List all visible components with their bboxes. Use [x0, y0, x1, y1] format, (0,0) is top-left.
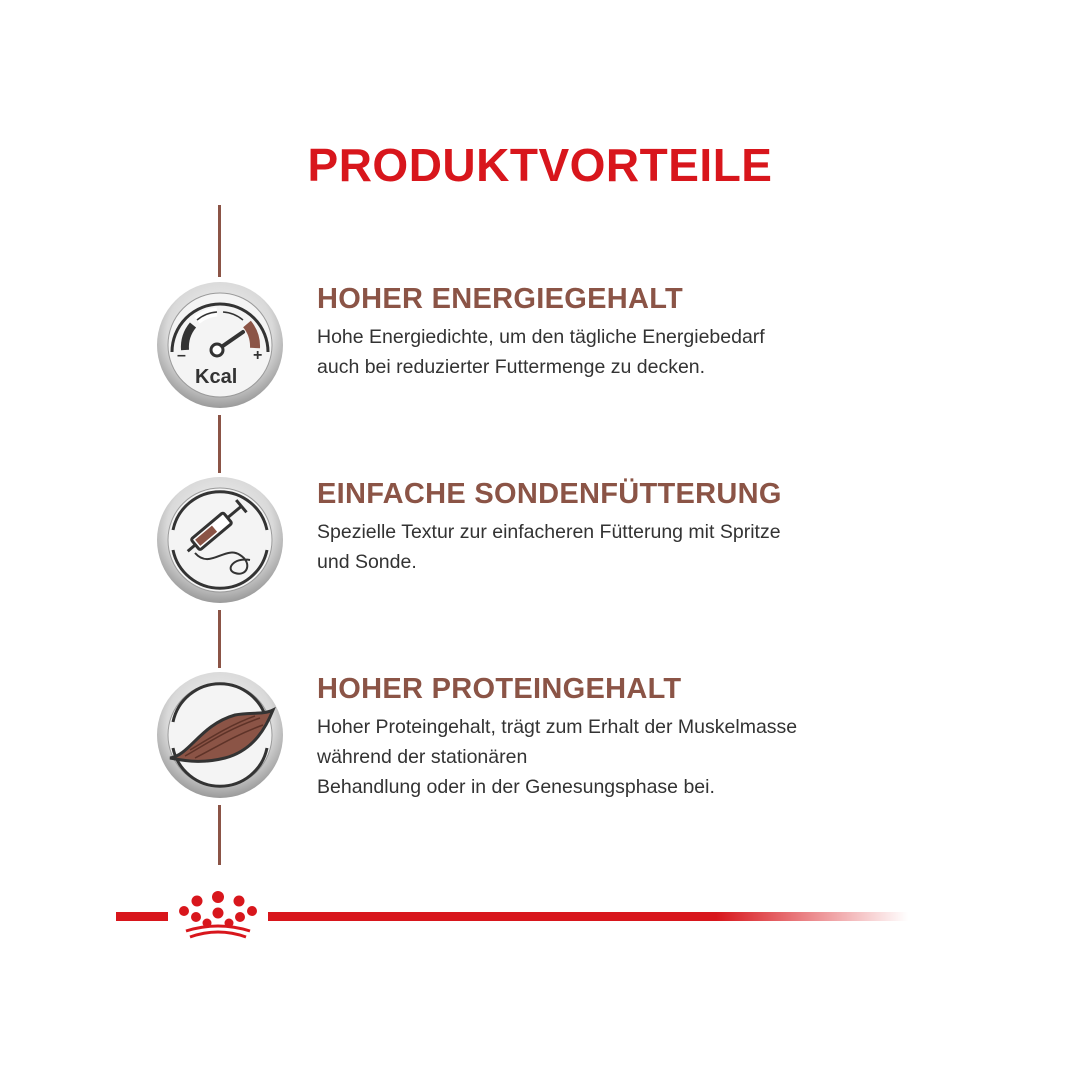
benefit-text: Hohe Energiedichte, um den tägliche Energiebedarf auch bei reduzierter Futtermenge zu decken.: [317, 326, 765, 378]
timeline-segment: [218, 805, 221, 865]
benefit-heading: EINFACHE SONDENFÜTTERUNG: [317, 478, 782, 510]
footer-line-left: [116, 912, 168, 921]
page-title: PRODUKTVORTEILE: [307, 139, 773, 191]
benefit-heading: HOHER ENERGIEGEHALT: [317, 283, 684, 315]
timeline-segment: [218, 205, 221, 277]
timeline-segment: [218, 610, 221, 668]
timeline-segment: [218, 415, 221, 473]
benefit-energy: [317, 283, 957, 382]
kcal-gauge-icon: [155, 280, 285, 410]
benefit-tube-feeding: [317, 478, 957, 577]
benefit-text: Hoher Proteingehalt, trägt zum Erhalt der Muskelmasse während der stationären Behandlung oder in der Genesungsphase bei.: [317, 716, 798, 798]
muscle-icon: [155, 670, 285, 800]
kcal-label: Kcal: [195, 366, 238, 388]
plus-label: +: [253, 347, 263, 364]
royal-canin-crown-logo: [172, 891, 264, 943]
syringe-tube-icon: [155, 475, 285, 605]
footer-line-right: [268, 912, 908, 921]
benefit-text: Spezielle Textur zur einfacheren Fütterung mit Spritze und Sonde.: [317, 521, 781, 573]
minus-label: –: [177, 347, 186, 364]
benefit-protein: [317, 673, 957, 802]
benefit-heading: HOHER PROTEINGEHALT: [317, 673, 682, 705]
